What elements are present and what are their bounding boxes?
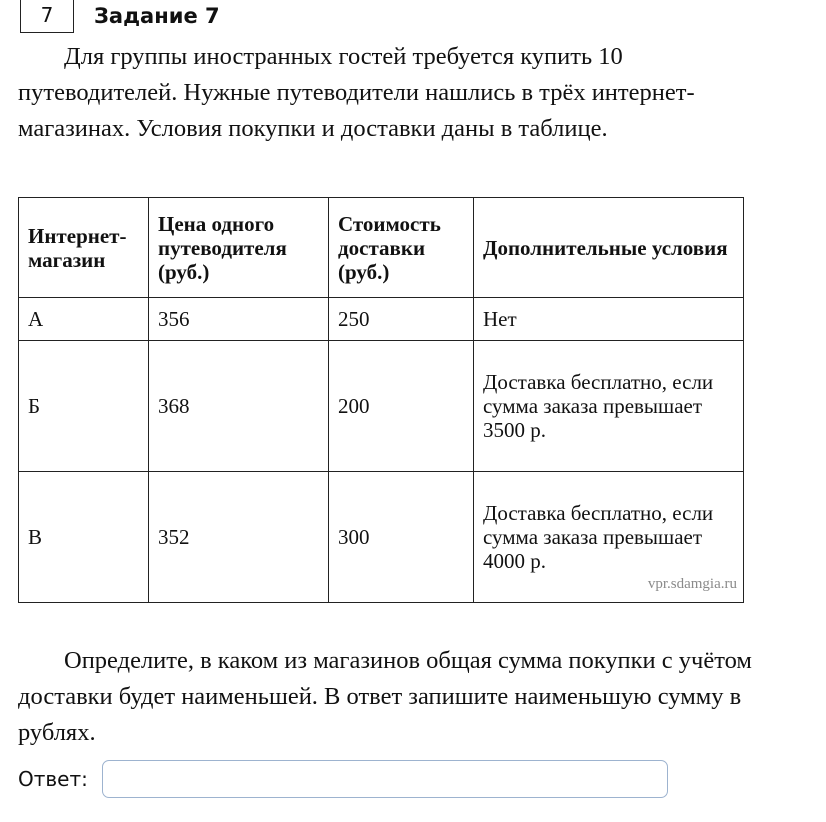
intro-text: Для группы иностранных гостей требуется купить 10 путеводителей. Нужные путеводители нашлись в трёх интернет-магазинах. Условия покупки и доставки даны в таблице. (18, 43, 695, 142)
header-price: Цена одного путеводителя (руб.) (149, 198, 329, 298)
cell-shop: В (19, 472, 149, 603)
cell-conditions: Нет (474, 298, 744, 341)
task-number-box: 7 (20, 0, 74, 33)
cell-shop: Б (19, 341, 149, 472)
cell-shop: А (19, 298, 149, 341)
cell-price: 352 (149, 472, 329, 603)
answer-row (18, 760, 668, 798)
table-row (19, 298, 744, 341)
task-question (18, 643, 778, 751)
table-row (19, 472, 744, 603)
question-text: Определите, в каком из магазинов общая сумма покупки с учётом доставки будет наименьшей. В ответ запишите наименьшую сумму в рублях. (18, 647, 752, 746)
intro-indent (18, 43, 64, 70)
question-indent (18, 647, 64, 674)
task-header (20, 0, 220, 33)
header-shop: Интернет-магазин (19, 198, 149, 298)
cell-delivery: 250 (329, 298, 474, 341)
header-delivery: Стоимость доставки (руб.) (329, 198, 474, 298)
cell-conditions: Доставка бесплатно, если сумма заказа превышает 3500 р. (474, 341, 744, 472)
table-row (19, 341, 744, 472)
table-header-row (19, 198, 744, 298)
cell-conditions-text: Доставка бесплатно, если сумма заказа превышает 4000 р. (483, 501, 714, 573)
header-conditions: Дополнительные условия (474, 198, 744, 298)
cell-price: 356 (149, 298, 329, 341)
task-intro (18, 39, 738, 147)
cell-price: 368 (149, 341, 329, 472)
answer-input[interactable] (102, 760, 668, 798)
task-title: Задание 7 (94, 3, 220, 28)
watermark: vpr.sdamgia.ru (647, 576, 737, 592)
cell-conditions (474, 472, 744, 603)
cell-delivery: 300 (329, 472, 474, 603)
answer-label: Ответ: (18, 767, 88, 791)
shop-table (18, 197, 744, 603)
cell-delivery: 200 (329, 341, 474, 472)
